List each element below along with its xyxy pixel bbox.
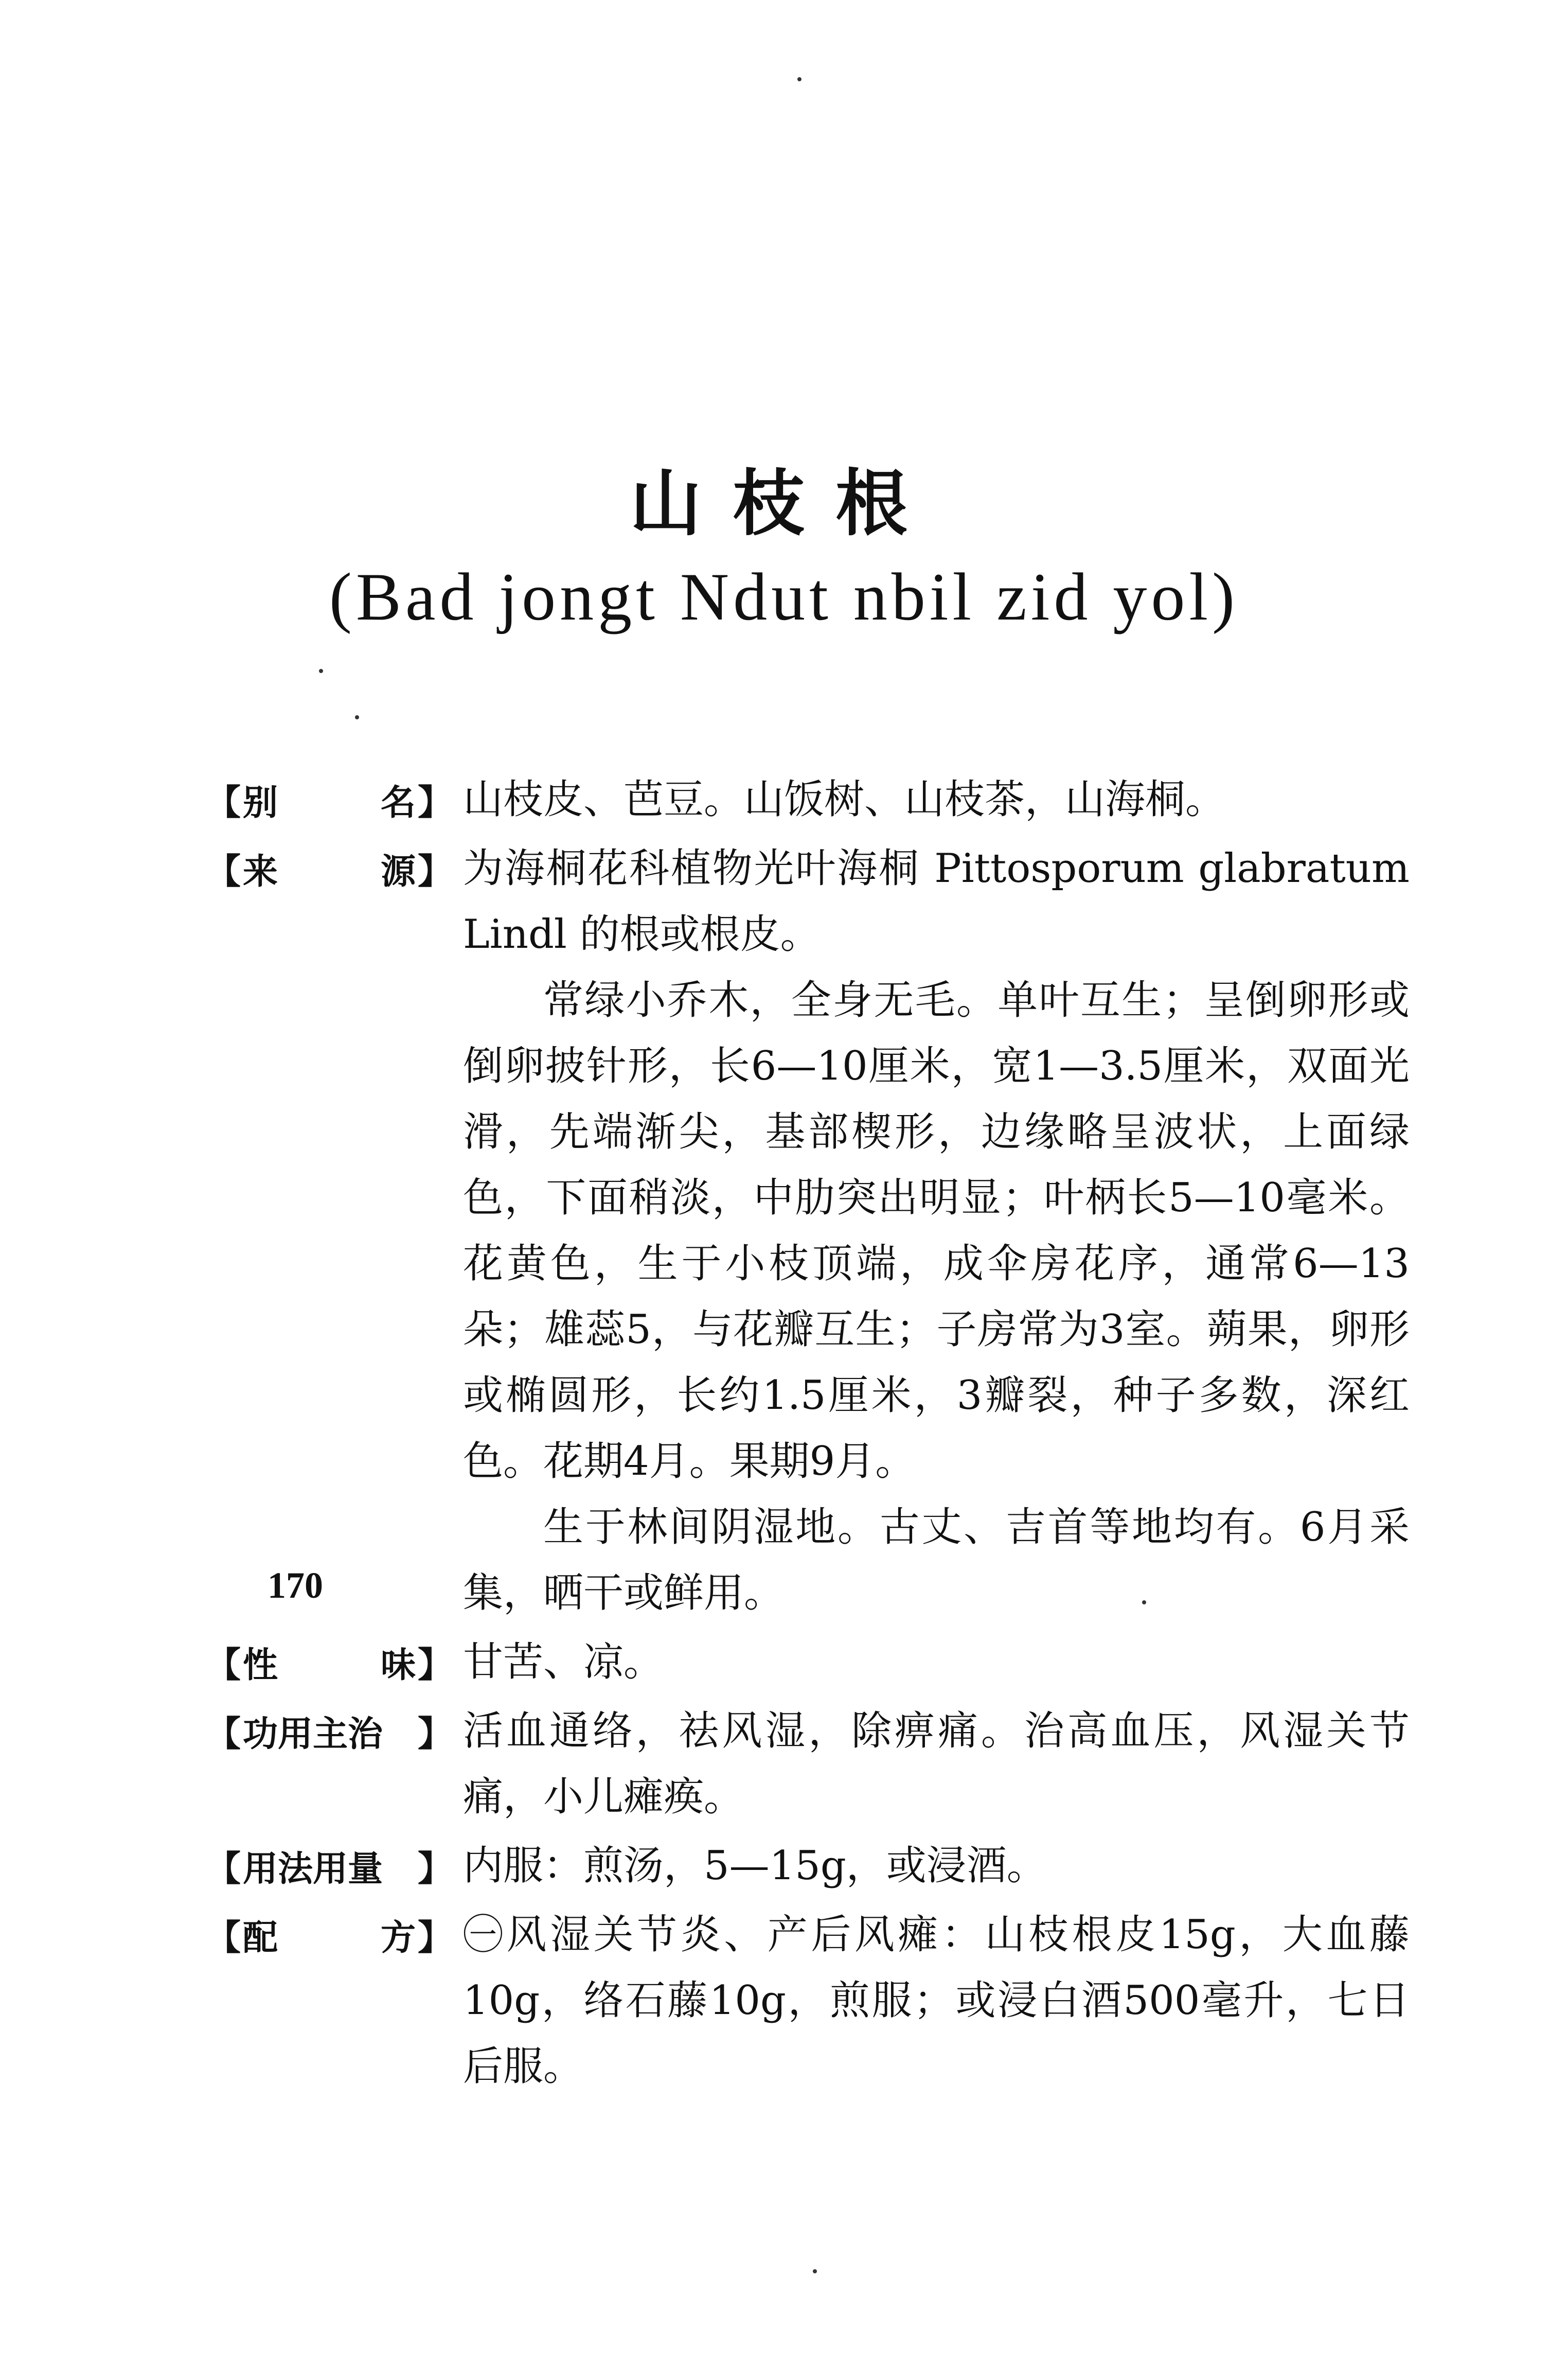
entry-label: 【 来 源 】 [206,851,453,892]
scan-speck [1142,1600,1146,1604]
entry-alias [206,767,1410,833]
paragraph: ㊀风湿关节炎、产后风瘫：山枝根皮15g，大血藤10g，络石藤10g，煎服；或浸白酒500毫升，七日后服。 [463,1912,1410,2090]
entry-content [463,1698,1410,1830]
page-title: 山枝根 [629,462,938,546]
paragraph: 为海桐花科植物光叶海桐 Pittosporum glabratum Lindl 的根或根皮。 [463,845,1410,958]
page-subtitle: (Bad jongt Ndut nbil zid yol) [329,559,1239,634]
paragraph: 常绿小乔木，全身无毛。单叶互生；呈倒卵形或倒卵披针形，长6—10厘米，宽1—3.5厘米，双面光滑，先端渐尖，基部楔形，边缘略呈波状，上面绿色，下面稍淡，中肋突出明显；叶柄长5—10毫米。花黄色，生于小枝顶端，成伞房花序，通常6—13朵；雄蕊5，与花瓣互生；子房常为3室。蒴果，卵形或椭圆形，长约1.5厘米，3瓣裂，种子多数，深红色。花期4月。果期9月。 [463,977,1410,1485]
entry-content [463,767,1410,833]
paragraph: 山枝皮、芭豆。山饭树、山枝茶，山海桐。 [463,776,1226,823]
entry-list [206,767,1410,2103]
entry-content [463,1629,1410,1695]
entry-prescription [206,1902,1410,2099]
scan-speck [813,2269,817,2273]
entry-taste [206,1629,1410,1695]
scan-speck [355,715,359,719]
scan-speck [319,669,323,673]
entry-label: 【 功用主治 】 [206,1714,453,1755]
entry-dosage [206,1833,1410,1899]
entry-content [463,1833,1410,1899]
paragraph: 生于林间阴湿地。古丈、吉首等地均有。6月采集，晒干或鲜用。 [463,1504,1410,1616]
paragraph: 活血通络，祛风湿，除痹痛。治高血压，风湿关节痛，小儿瘫痪。 [463,1708,1410,1820]
entry-label: 【 别 名 】 [206,782,453,823]
entry-label: 【 性 味 】 [206,1645,453,1686]
paragraph: 内服：煎汤，5—15g，或浸酒。 [463,1843,1047,1889]
entry-source [206,836,1410,1626]
entry-content [463,836,1410,1626]
entry-label: 【 用法用量 】 [206,1848,453,1889]
scan-speck [797,77,801,81]
entry-content [463,1902,1410,2099]
entry-function [206,1698,1410,1830]
paragraph: 甘苦、凉。 [463,1639,664,1685]
entry-label: 【 配 方 】 [206,1917,453,1958]
page-number: 170 [268,1565,323,1606]
